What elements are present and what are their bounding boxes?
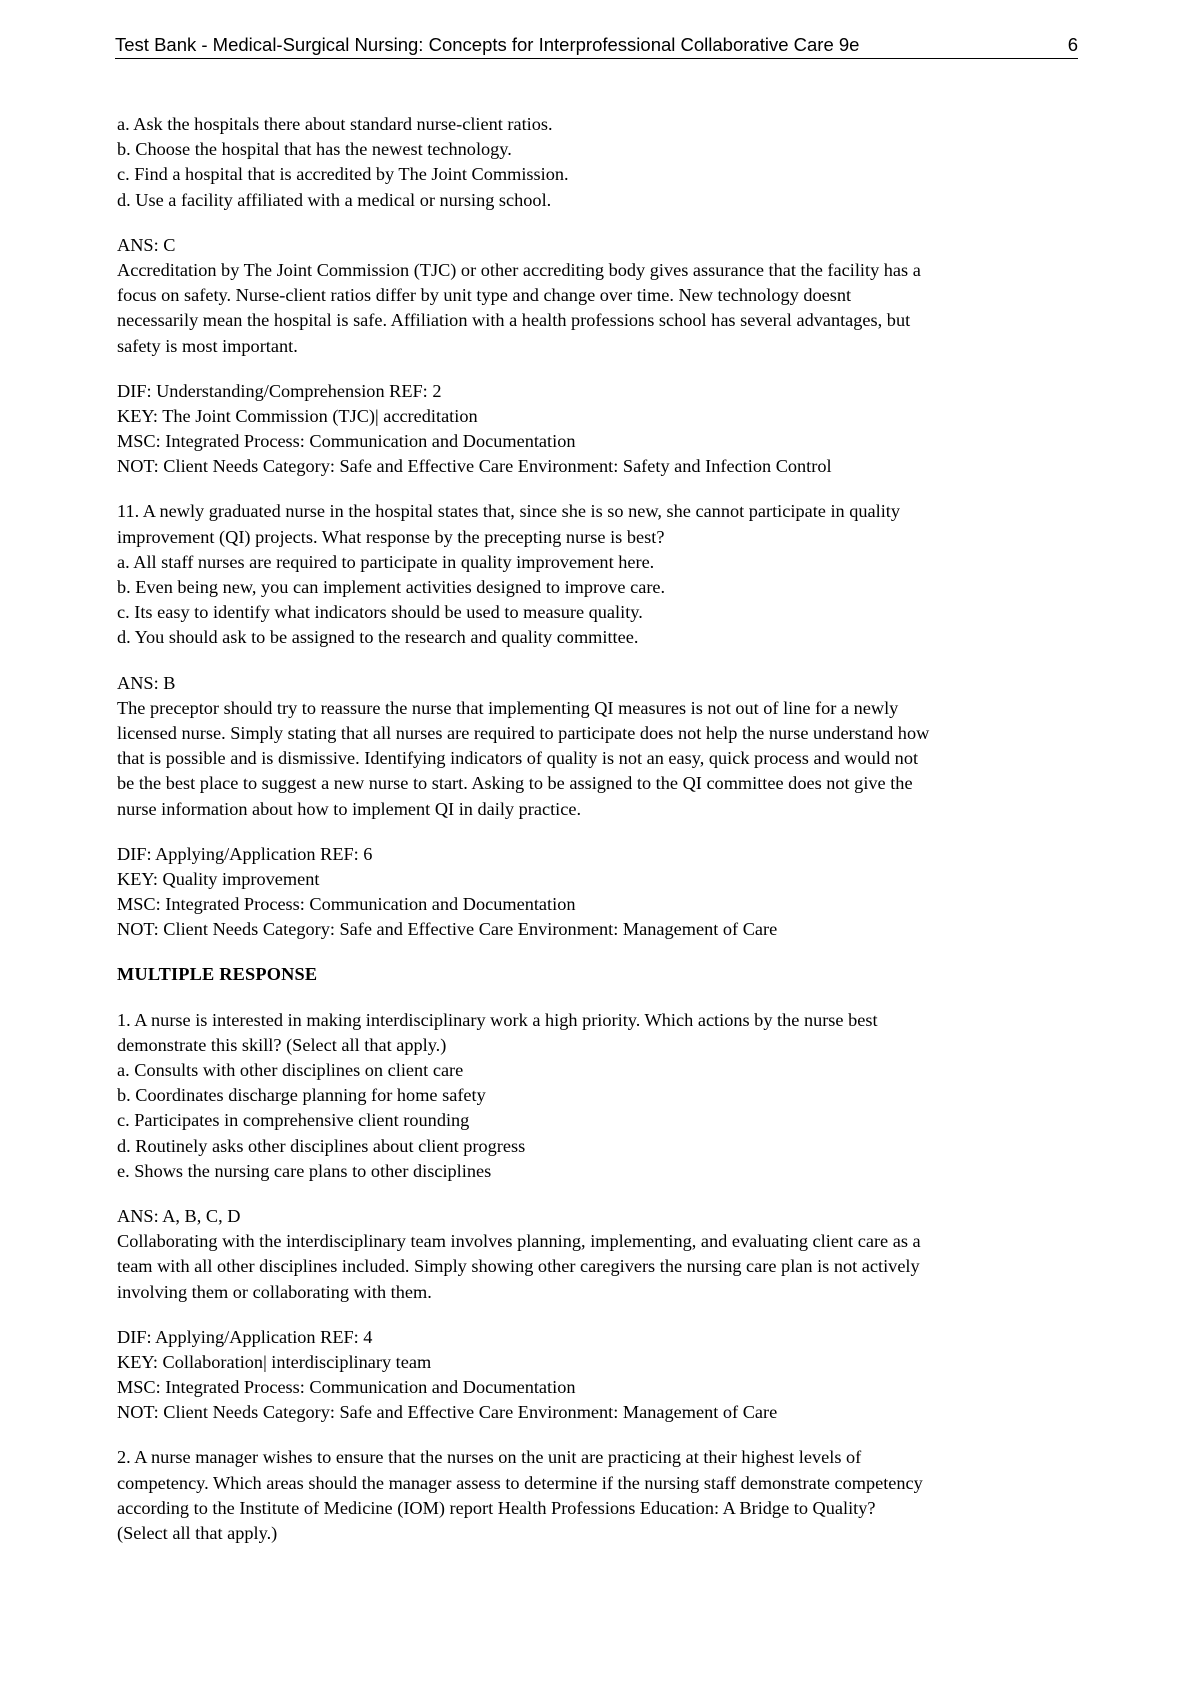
text-line: that is possible and is dismissive. Identifying indicators of quality is not an easy, quick process and would not bbox=[117, 748, 919, 769]
text-line: The preceptor should try to reassure the nurse that implementing QI measures is not out of line for a newly bbox=[117, 697, 899, 718]
text-line: focus on safety. Nurse-client ratios differ by unit type and change over time. New technology doesnt bbox=[117, 285, 852, 306]
mr1-meta bbox=[117, 1325, 1087, 1426]
text-line: NOT: Client Needs Category: Safe and Effective Care Environment: Management of Care bbox=[117, 919, 778, 940]
text-line: team with all other disciplines included. Simply showing other caregivers the nursing care plan is not actively bbox=[117, 1256, 920, 1277]
text-line: safety is most important. bbox=[117, 335, 298, 356]
q10-meta bbox=[117, 379, 1087, 480]
text-line: a. Ask the hospitals there about standard nurse-client ratios. bbox=[117, 114, 553, 134]
q11-meta bbox=[117, 842, 1087, 943]
text-line: NOT: Client Needs Category: Safe and Effective Care Environment: Safety and Infection Control bbox=[117, 456, 832, 477]
text-line: necessarily mean the hospital is safe. Affiliation with a health professions school has several advantages, but bbox=[117, 310, 911, 331]
text-line: according to the Institute of Medicine (IOM) report Health Professions Education: A Bridge to Quality? bbox=[117, 1497, 876, 1518]
text-line: MSC: Integrated Process: Communication and Documentation bbox=[117, 431, 576, 452]
text-line: KEY: The Joint Commission (TJC)| accreditation bbox=[117, 405, 478, 426]
text-line: licensed nurse. Simply stating that all nurses are required to participate does not help the nurse understand how bbox=[117, 722, 930, 743]
text-line: ANS: C bbox=[117, 234, 176, 255]
paragraph-gap bbox=[117, 359, 1087, 379]
paragraph-gap bbox=[117, 479, 1087, 499]
text-line: e. Shows the nursing care plans to other disciplines bbox=[117, 1160, 492, 1181]
paragraph-gap bbox=[117, 1305, 1087, 1325]
mr2-question bbox=[117, 1445, 1087, 1546]
mr1-question bbox=[117, 1008, 1087, 1184]
text-line: d. Routinely asks other disciplines about client progress bbox=[117, 1135, 526, 1156]
text-line: competency. Which areas should the manager assess to determine if the nursing staff demonstrate competency bbox=[117, 1472, 923, 1493]
text-line: d. Use a facility affiliated with a medical or nursing school. bbox=[117, 189, 552, 210]
page-number: 6 bbox=[1067, 34, 1078, 55]
paragraph-gap bbox=[117, 1425, 1087, 1445]
text-line: involving them or collaborating with them. bbox=[117, 1281, 432, 1302]
text-line: MULTIPLE RESPONSE bbox=[117, 964, 318, 985]
text-line: ANS: A, B, C, D bbox=[117, 1205, 241, 1226]
text-line: KEY: Collaboration| interdisciplinary team bbox=[117, 1351, 432, 1372]
text-line: MSC: Integrated Process: Communication and Documentation bbox=[117, 894, 576, 915]
section-heading bbox=[117, 962, 1087, 987]
text-line: 2. A nurse manager wishes to ensure that the nurses on the unit are practicing at their highest levels of bbox=[117, 1447, 862, 1468]
text-line: a. All staff nurses are required to participate in quality improvement here. bbox=[117, 551, 655, 572]
paragraph-gap bbox=[117, 1184, 1087, 1204]
text-line: NOT: Client Needs Category: Safe and Effective Care Environment: Management of Care bbox=[117, 1402, 778, 1423]
text-line: c. Its easy to identify what indicators should be used to measure quality. bbox=[117, 602, 643, 623]
text-line: b. Choose the hospital that has the newest technology. bbox=[117, 139, 512, 160]
text-line: DIF: Applying/Application REF: 6 bbox=[117, 843, 373, 864]
text-line: b. Coordinates discharge planning for home safety bbox=[117, 1085, 486, 1106]
text-line: d. You should ask to be assigned to the research and quality committee. bbox=[117, 627, 639, 648]
q11-answer bbox=[117, 671, 1087, 822]
text-line: (Select all that apply.) bbox=[117, 1523, 278, 1543]
q11-question bbox=[117, 499, 1087, 650]
header-title: Test Bank - Medical-Surgical Nursing: Concepts for Interprofessional Collaborative Care 9e bbox=[115, 34, 860, 55]
text-line: b. Even being new, you can implement activities designed to improve care. bbox=[117, 577, 666, 597]
text-line: c. Find a hospital that is accredited by The Joint Commission. bbox=[117, 164, 569, 185]
q10-options bbox=[117, 112, 1087, 213]
text-line: 11. A newly graduated nurse in the hospital states that, since she is so new, she cannot participate in quality bbox=[117, 501, 901, 522]
text-line: a. Consults with other disciplines on client care bbox=[117, 1060, 464, 1080]
paragraph-gap bbox=[117, 942, 1087, 962]
text-line: demonstrate this skill? (Select all that apply.) bbox=[117, 1034, 447, 1055]
text-line: improvement (QI) projects. What response by the precepting nurse is best? bbox=[117, 526, 665, 547]
page-header bbox=[115, 34, 1078, 59]
paragraph-gap bbox=[117, 988, 1087, 1008]
text-line: be the best place to suggest a new nurse to start. Asking to be assigned to the QI committee does not give the bbox=[117, 773, 913, 794]
text-line: ANS: B bbox=[117, 672, 176, 693]
text-line: DIF: Applying/Application REF: 4 bbox=[117, 1326, 373, 1347]
text-line: DIF: Understanding/Comprehension REF: 2 bbox=[117, 380, 442, 401]
text-line: nurse information about how to implement QI in daily practice. bbox=[117, 798, 582, 819]
paragraph-gap bbox=[117, 822, 1087, 842]
text-line: Collaborating with the interdisciplinary team involves planning, implementing, and evaluating client care as a bbox=[117, 1231, 921, 1252]
text-line: Accreditation by The Joint Commission (TJC) or other accrediting body gives assurance that the facility has a bbox=[117, 259, 921, 280]
text-line: MSC: Integrated Process: Communication and Documentation bbox=[117, 1377, 576, 1398]
mr1-answer bbox=[117, 1204, 1087, 1305]
text-line: c. Participates in comprehensive client rounding bbox=[117, 1110, 470, 1131]
q10-answer bbox=[117, 233, 1087, 359]
document-body bbox=[117, 112, 1087, 1546]
paragraph-gap bbox=[117, 651, 1087, 671]
paragraph-gap bbox=[117, 213, 1087, 233]
text-line: 1. A nurse is interested in making interdisciplinary work a high priority. Which actions by the nurse best bbox=[117, 1009, 878, 1030]
text-line: KEY: Quality improvement bbox=[117, 868, 320, 889]
